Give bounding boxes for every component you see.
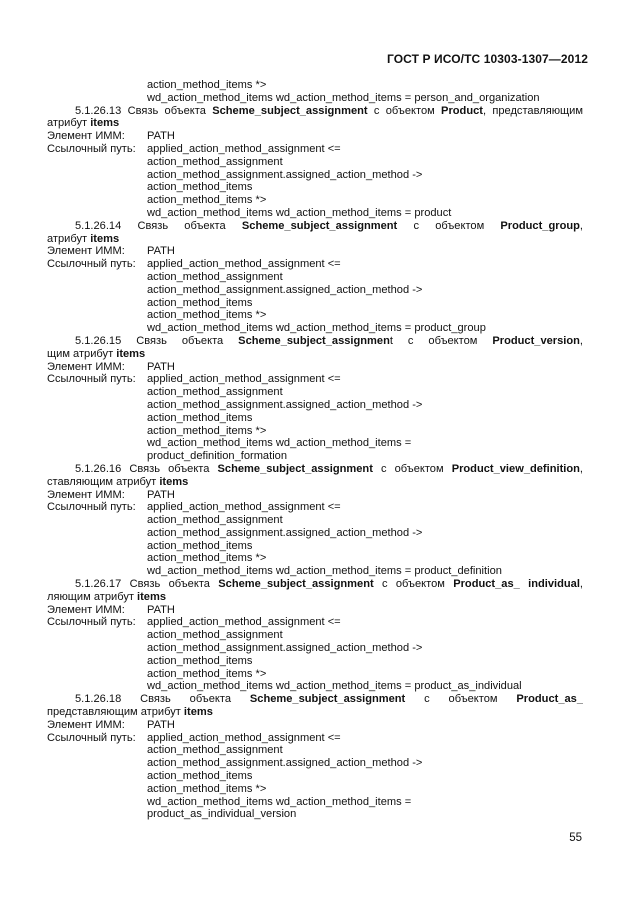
clause-heading-mid: с объектом	[397, 219, 501, 232]
label-spacer	[47, 527, 147, 540]
label-spacer	[47, 169, 147, 182]
clause-heading-line	[47, 105, 583, 118]
sections-container	[47, 105, 583, 822]
reference-path-line: action_method_items	[147, 539, 253, 552]
reference-path-row	[47, 668, 583, 681]
reference-path-row	[47, 194, 583, 207]
clause-section	[47, 463, 583, 578]
clause-heading-continuation	[47, 117, 583, 130]
reference-path-line: wd_action_method_items wd_action_method_items = product	[147, 206, 452, 219]
label-spacer	[47, 642, 147, 655]
reference-path-line: wd_action_method_items wd_action_method_items = product_as_individual	[147, 680, 522, 693]
element-label: Элемент ИММ:	[47, 488, 125, 501]
clause-heading-suffix: ,	[579, 219, 583, 232]
element-label: Элемент ИММ:	[47, 360, 125, 373]
clause-source-entity: Scheme_subject_assignment	[218, 578, 374, 591]
reference-path-line: action_method_assignment.assigned_action_method ->	[147, 526, 423, 539]
reference-path-row	[47, 309, 583, 322]
clause-heading-suffix: ,	[579, 334, 583, 347]
clause-target-entity: Product_version	[492, 334, 580, 347]
element-row	[47, 719, 583, 732]
reference-path-row	[47, 207, 583, 220]
reference-path-row	[47, 642, 583, 655]
clause-source-entity: Scheme_subject_assignment	[249, 693, 406, 706]
document-header: ГОСТ Р ИСО/ТС 10303-1307—2012	[387, 52, 588, 66]
label-spacer	[47, 668, 147, 681]
label-spacer	[47, 757, 147, 770]
clause-heading-continuation	[47, 348, 583, 361]
label-spacer	[47, 181, 147, 194]
reference-path-line: action_method_assignment	[147, 744, 283, 757]
clause-attribute-name: items	[159, 475, 189, 488]
clause-attribute-name: items	[116, 347, 146, 360]
clause-heading-line	[47, 220, 583, 233]
clause-heading-line	[47, 463, 583, 476]
clause-heading-cont-text: щим атрибут	[47, 347, 117, 360]
reference-path-line: action_method_items *>	[147, 309, 267, 322]
element-value: PATH	[147, 360, 175, 373]
clause-heading-mid: с объектом	[405, 693, 517, 706]
reference-path-line: applied_action_method_assignment <=	[147, 616, 341, 629]
clause-heading-suffix: ,	[579, 578, 583, 591]
reference-path-row	[47, 284, 583, 297]
reference-path-line: action_method_items	[147, 296, 253, 309]
reference-path-row	[47, 540, 583, 553]
reference-path-row	[47, 629, 583, 642]
reference-path-row	[47, 616, 583, 629]
element-value: PATH	[147, 488, 175, 501]
clause-target-entity: Product_as_	[516, 693, 583, 706]
reference-path-row	[47, 156, 583, 169]
reference-path-line: action_method_items *>	[147, 782, 267, 795]
clause-attribute-name: items	[90, 117, 120, 130]
reference-path-line: action_method_items *>	[147, 667, 267, 680]
clause-heading-mid: с объектом	[367, 104, 442, 117]
reference-path-line: action_method_assignment.assigned_action_method ->	[147, 398, 423, 411]
label-spacer	[47, 629, 147, 642]
label-spacer	[47, 425, 147, 438]
reference-path-line: action_method_assignment	[147, 155, 283, 168]
clause-heading-mid: t с объектом	[389, 334, 493, 347]
label-spacer	[47, 271, 147, 284]
reference-path-line: wd_action_method_items wd_action_method_items =	[147, 437, 412, 450]
reference-path-label: Ссылочный путь:	[47, 373, 136, 386]
element-row	[47, 245, 583, 258]
clause-target-entity: Product_view_definition	[451, 462, 580, 475]
reference-path-line: product_as_individual_version	[147, 808, 297, 821]
label-spacer	[47, 297, 147, 310]
label-spacer	[47, 386, 147, 399]
clause-heading-line	[47, 693, 583, 706]
reference-path-line: wd_action_method_items wd_action_method_items = product_group	[147, 322, 486, 335]
reference-path-row	[47, 757, 583, 770]
clause-source-entity: Scheme_subject_assignment	[212, 104, 368, 117]
element-row	[47, 361, 583, 374]
reference-path-line: action_method_assignment.assigned_action_method ->	[147, 642, 423, 655]
clause-heading-line	[47, 335, 583, 348]
reference-path-line: applied_action_method_assignment <=	[147, 142, 341, 155]
reference-path-line: action_method_items	[147, 411, 253, 424]
label-spacer	[47, 540, 147, 553]
intro-path-line: action_method_items *>	[147, 79, 267, 91]
label-spacer	[47, 514, 147, 527]
clause-heading-line	[47, 578, 583, 591]
document-body	[47, 79, 583, 821]
reference-path-line: wd_action_method_items wd_action_method_items =	[147, 795, 412, 808]
label-spacer	[47, 284, 147, 297]
reference-path-line: action_method_assignment.assigned_action_method ->	[147, 283, 423, 296]
clause-section	[47, 578, 583, 693]
reference-path-row	[47, 770, 583, 783]
reference-path-row	[47, 732, 583, 745]
clause-heading-prefix: 5.1.26.16 Связь объекта	[75, 462, 218, 475]
clause-heading-cont-text: атрибут	[47, 117, 91, 130]
clause-section	[47, 220, 583, 335]
reference-path-line: action_method_assignment	[147, 270, 283, 283]
reference-path-row	[47, 437, 583, 450]
label-spacer	[47, 552, 147, 565]
element-label: Элемент ИММ:	[47, 718, 125, 731]
label-spacer	[47, 680, 147, 693]
reference-path-row	[47, 552, 583, 565]
reference-path-row	[47, 783, 583, 796]
reference-path-row	[47, 680, 583, 693]
clause-heading-mid: с объектом	[373, 578, 454, 591]
label-spacer	[47, 412, 147, 425]
reference-path-row	[47, 425, 583, 438]
clause-heading-continuation	[47, 476, 583, 489]
reference-path-line: action_method_assignment.assigned_action_method ->	[147, 757, 423, 770]
clause-section	[47, 105, 583, 220]
label-spacer	[47, 770, 147, 783]
label-spacer	[47, 194, 147, 207]
reference-path-line: action_method_items	[147, 770, 253, 783]
reference-path-label: Ссылочный путь:	[47, 142, 136, 155]
label-spacer	[47, 796, 147, 809]
clause-source-entity: Scheme_subject_assignment	[217, 462, 373, 475]
page-number: 55	[569, 832, 582, 844]
label-spacer	[47, 156, 147, 169]
clause-attribute-name: items	[90, 232, 120, 245]
reference-path-row	[47, 527, 583, 540]
reference-path-row	[47, 501, 583, 514]
clause-heading-prefix: 5.1.26.17 Связь объекта	[75, 578, 219, 591]
label-spacer	[47, 309, 147, 322]
reference-path-line: action_method_assignment	[147, 514, 283, 527]
reference-path-line: action_method_assignment	[147, 386, 283, 399]
reference-path-line: wd_action_method_items wd_action_method_items = product_definition	[147, 565, 502, 578]
clause-heading-cont-text: ляющим атрибут	[47, 590, 138, 603]
reference-path-label: Ссылочный путь:	[47, 258, 136, 271]
clause-heading-continuation	[47, 706, 583, 719]
element-row	[47, 130, 583, 143]
clause-heading-continuation	[47, 591, 583, 604]
element-value: PATH	[147, 130, 175, 143]
reference-path-row	[47, 808, 583, 821]
clause-target-entity: Product_as_ individual	[453, 578, 580, 591]
reference-path-row	[47, 297, 583, 310]
clause-heading-cont-text: представляющим атрибут	[47, 706, 184, 719]
label-spacer	[47, 207, 147, 220]
reference-path-row	[47, 322, 583, 335]
element-row	[47, 604, 583, 617]
label-spacer	[47, 808, 147, 821]
clause-heading-prefix: 5.1.26.18 Связь объекта	[75, 693, 250, 706]
reference-path-row	[47, 399, 583, 412]
clause-heading-prefix: 5.1.26.14 Связь объекта	[75, 219, 242, 232]
reference-path-row	[47, 450, 583, 463]
clause-heading-suffix: ,	[579, 462, 583, 475]
clause-heading-cont-text: ставляющим атрибут	[47, 475, 160, 488]
clause-heading-prefix: 5.1.26.13 Связь объекта	[75, 104, 213, 117]
reference-path-row	[47, 796, 583, 809]
clause-heading-prefix: 5.1.26.15 Связь объекта	[75, 334, 239, 347]
reference-path-line: applied_action_method_assignment <=	[147, 501, 341, 514]
clause-source-entity: Scheme_subject_assignmen	[238, 334, 390, 347]
clause-target-entity: Product	[441, 104, 483, 117]
reference-path-row	[47, 514, 583, 527]
clause-source-entity: Scheme_subject_assignment	[241, 219, 398, 232]
reference-path-line: action_method_items	[147, 181, 253, 194]
label-spacer	[47, 437, 147, 450]
clause-heading-suffix: , представляющим	[482, 104, 583, 117]
reference-path-line: product_definition_formation	[147, 450, 287, 463]
element-label: Элемент ИММ:	[47, 245, 125, 258]
reference-path-line: applied_action_method_assignment <=	[147, 731, 341, 744]
reference-path-line: applied_action_method_assignment <=	[147, 373, 341, 386]
label-spacer	[47, 450, 147, 463]
clause-heading-mid: с объектом	[372, 462, 452, 475]
label-spacer	[47, 399, 147, 412]
label-spacer	[47, 565, 147, 578]
reference-path-line: action_method_items	[147, 654, 253, 667]
intro-path-line: wd_action_method_items wd_action_method_items = person_and_organization	[147, 91, 540, 104]
reference-path-label: Ссылочный путь:	[47, 731, 136, 744]
element-value: PATH	[147, 245, 175, 258]
reference-path-row	[47, 565, 583, 578]
clause-heading-continuation	[47, 233, 583, 246]
clause-attribute-name: items	[137, 590, 167, 603]
element-label: Элемент ИММ:	[47, 130, 125, 143]
element-row	[47, 489, 583, 502]
reference-path-row	[47, 169, 583, 182]
label-spacer	[47, 322, 147, 335]
reference-path-row	[47, 412, 583, 425]
element-value: PATH	[147, 603, 175, 616]
clause-heading-cont-text: атрибут	[47, 232, 91, 245]
reference-path-row	[47, 258, 583, 271]
reference-path-row	[47, 386, 583, 399]
reference-path-line: action_method_items *>	[147, 194, 267, 207]
reference-path-row	[47, 744, 583, 757]
reference-path-label: Ссылочный путь:	[47, 616, 136, 629]
reference-path-line: applied_action_method_assignment <=	[147, 258, 341, 271]
reference-path-row	[47, 143, 583, 156]
reference-path-row	[47, 373, 583, 386]
clause-target-entity: Product_group	[500, 219, 580, 232]
label-spacer	[47, 744, 147, 757]
element-label: Элемент ИММ:	[47, 603, 125, 616]
label-spacer	[47, 783, 147, 796]
clause-section	[47, 693, 583, 821]
reference-path-row	[47, 271, 583, 284]
reference-path-line: action_method_assignment	[147, 629, 283, 642]
clause-section	[47, 335, 583, 463]
label-spacer	[47, 655, 147, 668]
reference-path-row	[47, 181, 583, 194]
clause-attribute-name: items	[183, 706, 213, 719]
reference-path-line: action_method_items *>	[147, 424, 267, 437]
reference-path-line: action_method_assignment.assigned_action_method ->	[147, 168, 423, 181]
element-value: PATH	[147, 718, 175, 731]
reference-path-label: Ссылочный путь:	[47, 501, 136, 514]
reference-path-row	[47, 655, 583, 668]
reference-path-line: action_method_items *>	[147, 552, 267, 565]
